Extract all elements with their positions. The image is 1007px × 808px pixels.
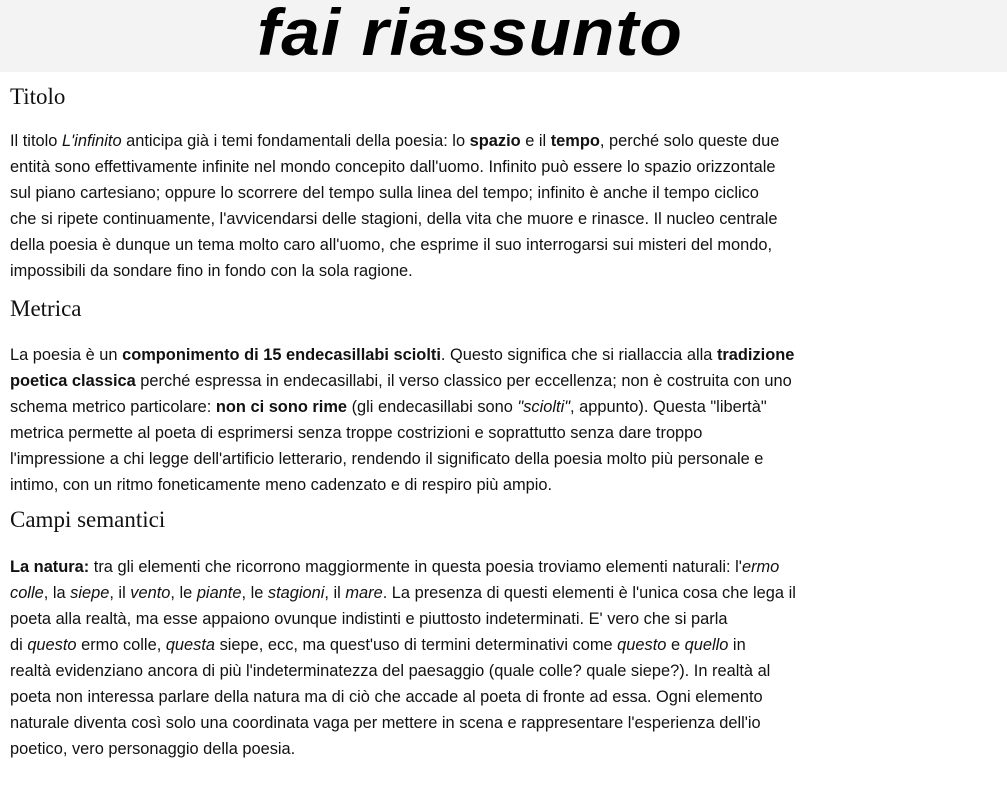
text-segment: sul piano cartesiano; oppure lo scorrere del tempo sulla linea del tempo; infinito è anche il tempo ciclico	[10, 184, 759, 202]
text-line	[10, 632, 1000, 658]
text-line	[10, 446, 1000, 472]
italic-text: questo	[27, 636, 77, 654]
text-segment: , appunto). Questa "libertà"	[570, 398, 767, 416]
text-segment: poeta non interessa parlare della natura ma di ciò che accade al poeta di fronte ad essa. Ogni elemento	[10, 688, 763, 706]
text-segment: realtà evidenziano ancora di più l'indeterminatezza del paesaggio (quale colle? quale siepe?). In realtà al	[10, 662, 771, 680]
text-line	[10, 258, 1000, 284]
italic-text: questa	[165, 636, 216, 654]
text-segment: . Questo significa che si riallaccia alla	[440, 346, 717, 364]
bold-text: poetica classica	[10, 372, 136, 390]
paragraph-metrica	[10, 342, 1000, 498]
italic-text: stagioni	[267, 584, 325, 602]
italic-text: questo	[617, 636, 667, 654]
bold-text: tempo	[550, 132, 600, 150]
text-segment: e il	[520, 132, 551, 150]
bold-text: componimento di 15 endecasillabi sciolti	[122, 346, 441, 364]
text-line	[10, 554, 1000, 580]
italic-text: piante	[196, 584, 242, 602]
italic-text: mare	[345, 584, 383, 602]
text-line	[10, 420, 1000, 446]
text-line	[10, 736, 1000, 762]
italic-text: "sciolti"	[517, 398, 571, 416]
text-segment: (gli endecasillabi sono	[347, 398, 518, 416]
text-segment: schema metrico particolare:	[10, 398, 216, 416]
text-line	[10, 394, 1000, 420]
text-segment: tra gli elementi che ricorrono maggiormente in questa poesia troviamo elementi naturali: l'	[89, 558, 742, 576]
text-segment: della poesia è dunque un tema molto caro all'uomo, che esprime il suo interrogarsi sui misteri del mondo,	[10, 236, 773, 254]
text-segment: che si ripete continuamente, l'avvicendarsi delle stagioni, della vita che muore e rinasce. Il nucleo centrale	[10, 210, 778, 228]
text-segment: , la	[43, 584, 71, 602]
text-segment: di	[10, 636, 28, 654]
bold-text: spazio	[469, 132, 521, 150]
text-line	[10, 206, 1000, 232]
heading-titolo: Titolo	[10, 84, 66, 109]
text-segment: entità sono effettivamente infinite nel mondo concepito dall'uomo. Infinito può essere lo spazio orizzontale	[10, 158, 776, 176]
text-line	[10, 658, 1000, 684]
text-line	[10, 368, 1000, 394]
italic-text: L'infinito	[61, 132, 122, 150]
text-segment: siepe, ecc, ma quest'uso di termini determinativi come	[215, 636, 618, 654]
text-line	[10, 128, 1000, 154]
text-line	[10, 710, 1000, 736]
text-segment: poetico, vero personaggio della poesia.	[10, 740, 296, 758]
text-segment: metrica permette al poeta di esprimersi senza troppe costrizioni e soprattutto senza dare troppo	[10, 424, 703, 442]
text-segment: . La presenza di questi elementi è l'unica cosa che lega il	[382, 584, 796, 602]
text-segment: in	[728, 636, 746, 654]
text-segment: , il	[109, 584, 131, 602]
bold-text: non ci sono rime	[215, 398, 348, 416]
italic-text: ermo	[741, 558, 780, 576]
text-line	[10, 684, 1000, 710]
banner-title: fai riassunto	[257, 0, 683, 69]
italic-text: colle	[10, 584, 44, 602]
text-segment: , le	[241, 584, 268, 602]
text-line	[10, 154, 1000, 180]
text-segment: poeta alla realtà, ma esse appaiono ovunque indistinti e piuttosto indeterminati. E' vero che si parla	[10, 610, 728, 628]
text-line	[10, 580, 1000, 606]
text-segment: , le	[170, 584, 197, 602]
text-segment: impossibili da sondare fino in fondo con la sola ragione.	[10, 262, 413, 280]
text-segment: , il	[324, 584, 346, 602]
text-line	[10, 342, 1000, 368]
paragraph-campi-semantici	[10, 554, 1000, 762]
banner	[0, 0, 1007, 72]
text-segment: , perché solo queste due	[599, 132, 780, 150]
text-line	[10, 472, 1000, 498]
bold-text: tradizione	[716, 346, 795, 364]
paragraph-titolo	[10, 128, 1000, 284]
text-segment: anticipa già i temi fondamentali della poesia: lo	[121, 132, 470, 150]
text-segment: e	[666, 636, 685, 654]
text-segment: naturale diventa così solo una coordinata vaga per mettere in scena e rappresentare l'esperienza dell'io	[10, 714, 761, 732]
bold-text: La natura:	[10, 558, 90, 576]
text-segment: ermo colle,	[76, 636, 166, 654]
italic-text: vento	[130, 584, 171, 602]
text-segment: Il titolo	[10, 132, 62, 150]
heading-campi-semantici: Campi semantici	[10, 507, 166, 532]
italic-text: siepe	[70, 584, 110, 602]
italic-text: quello	[684, 636, 729, 654]
text-segment: l'impressione a chi legge dell'artificio letterario, rendendo il significato della poesia molto più personale e	[10, 450, 764, 468]
text-line	[10, 232, 1000, 258]
text-segment: La poesia è un	[10, 346, 123, 364]
text-segment: perché espressa in endecasillabi, il verso classico per eccellenza; non è costruita con uno	[135, 372, 792, 390]
text-line	[10, 180, 1000, 206]
text-segment: intimo, con un ritmo foneticamente meno cadenzato e di respiro più ampio.	[10, 476, 553, 494]
heading-metrica: Metrica	[10, 296, 82, 321]
text-line	[10, 606, 1000, 632]
